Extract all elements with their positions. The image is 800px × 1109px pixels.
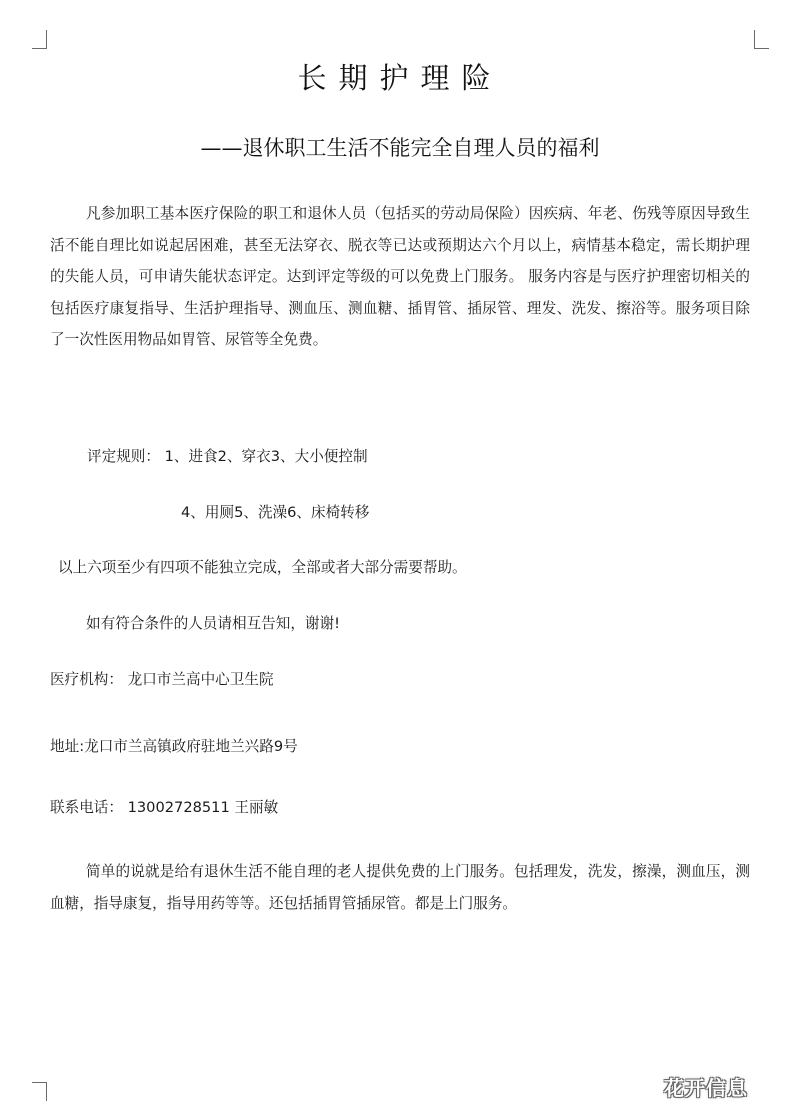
crop-mark-bottom-left xyxy=(32,1082,47,1101)
summary-paragraph: 简单的说就是给有退休生活不能自理的老人提供免费的上门服务。包括理发，洗发，擦澡，测血压，测血糖，指导康复，指导用药等等。还包括插胃管插尿管。都是上门服务。 xyxy=(50,863,750,912)
address-line: 地址:龙口市兰高镇政府驻地兰兴路9号 xyxy=(50,738,298,755)
contact-phone-line: 联系电话： 13002728511 王丽敏 xyxy=(50,799,279,816)
crop-mark-top-left xyxy=(32,30,47,49)
document-subtitle: ——退休职工生活不能完全自理人员的福利 xyxy=(200,136,600,160)
requirement-text: 以上六项至少有四项不能独立完成，全部或者大部分需要帮助。 xyxy=(58,559,467,576)
institution-line: 医疗机构： 龙口市兰高中心卫生院 xyxy=(50,671,274,688)
notice-text: 如有符合条件的人员请相互告知，谢谢! xyxy=(86,615,340,632)
assessment-rules-line-2: 4、用厕5、洗澡6、床椅转移 xyxy=(181,504,370,521)
watermark-logo: 花开信息 xyxy=(664,1076,748,1100)
intro-paragraph: 凡参加职工基本医疗保险的职工和退休人员（包括买的劳动局保险）因疾病、年老、伤残等原因导致生活不能自理比如说起居困难，甚至无法穿衣、脱衣等已达或预期达六个月以上，病情基本稳定，需长期护理的失能人员，可申请失能状态评定。达到评定等级的可以免费上门服务。 服务内容是与医疗护理密切相关的包括医疗康复指导、生活护理指导、测血压、测血糖、插胃管、插尿管、理发、洗发、擦浴等。服务项目除了一次性医用物品如胃管、尿管等全免费。 xyxy=(50,205,750,348)
assessment-rules-line-1: 评定规则： 1、进食2、穿衣3、大小便控制 xyxy=(87,448,368,465)
document-title: 长期护理险 xyxy=(297,61,503,95)
crop-mark-top-right xyxy=(754,30,769,49)
